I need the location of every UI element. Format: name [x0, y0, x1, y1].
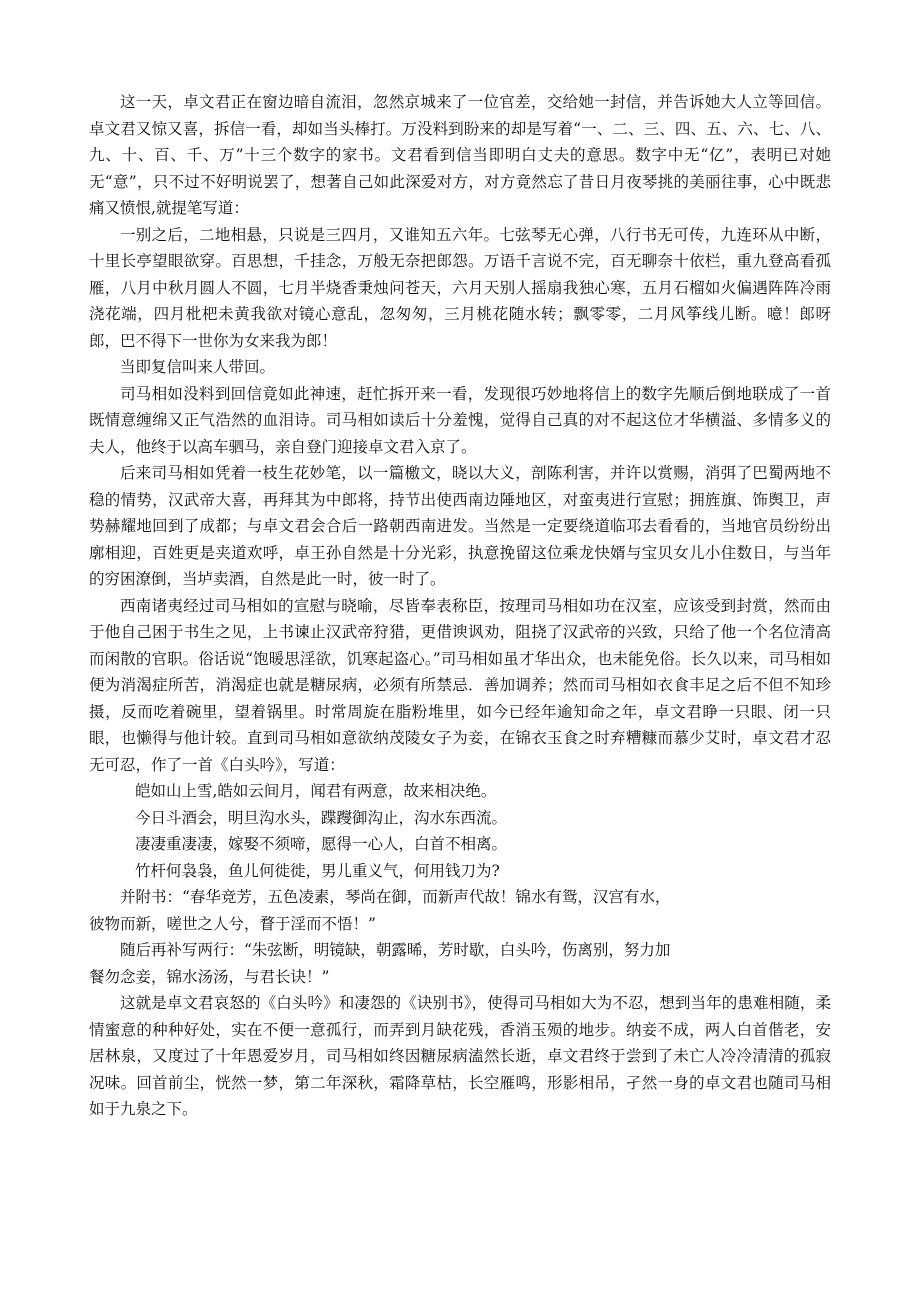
paragraph-letter-arrival: 这一天，卓文君正在窗边暗自流泪，忽然京城来了一位官差，交给她一封信，并告诉她大人立等回信。卓文君又惊又喜，拆信一看，却如当头棒打。万没料到盼来的却是写着“一、二、三、四、五、六、七、八、九、十、百、千、万”十三个数字的家书。文君看到信当即明白丈夫的意思。数字中无“亿”，表明已对她无“意”，只不过不好明说罢了，想著自己如此深爱对方，对方竟然忘了昔日月夜琴挑的美丽往事，心中既悲痛又愤恨,就提笔写道： [89, 93, 831, 217]
poem-line: 今日斗酒会，明旦沟水头，蹀躞御沟止，沟水东西流。 [135, 808, 508, 827]
baitouyin-poem [89, 778, 831, 884]
paragraph-reply-sent: 当即复信叫来人带回。 [120, 358, 276, 376]
document-page [89, 89, 831, 1123]
supplement-line-2: 餐勿念妾，锦水汤汤，与君长诀！” [89, 967, 330, 986]
appendix-line-1: 并附书：“春华竞芳，五色凌素，琴尚在御，而新声代故！锦水有鸳，汉宫有水， [120, 888, 671, 906]
poem-line: 凄凄重凄凄，嫁娶不须啼，愿得一心人，白首不相离。 [135, 835, 508, 853]
supplement-line-1: 随后再补写两行：“朱弦断，明镜缺，朝露晞，芳时歇，白头吟，伤离别，努力加 [120, 941, 671, 959]
paragraph-number-poem: 一别之后，二地相悬，只说是三四月，又谁知五六年。七弦琴无心弹，八行书无可传，九连环从中断，十里长亭望眼欲穿。百思想，千挂念，万般无奈把郎怨。万语千言说不完，百无聊奈十依栏，重九登高看孤雁，八月中秋月圆人不圆，七月半烧香秉烛问苍天，六月天别人摇扇我独心寒，五月石榴如火偏遇阵阵冷雨浇花端，四月枇杷未黄我欲对镜心意乱，忽匆匆，三月桃花随水转；飘零零，二月风筝线儿断。噫！郎呀郎，巴不得下一世你为女来我为郎！ [89, 225, 831, 350]
poem-line: 竹杆何袅袅，鱼儿何徙徙，男儿重义气，何用钱刀为? [135, 861, 500, 880]
paragraph-sima-reaction: 司马相如没料到回信竟如此神速，赶忙拆开来一看，发现很巧妙地将信上的数字先顺后倒地联成了一首既情意缠绵又正气浩然的血泪诗。司马相如读后十分羞愧，觉得自己真的对不起这位才华横溢、多情多义的夫人，他终于以高车驷马，亲自登门迎接卓文君入京了。 [89, 384, 831, 456]
poem-line: 皑如山上雪,皓如云间月，闻君有两意，故来相决绝。 [135, 782, 497, 800]
paragraph-baitouyin-intro: 西南诸夷经过司马相如的宣慰与晓喻，尽皆奉表称臣，按理司马相如功在汉室，应该受到封赏，然而由于他自己困于书生之见，上书谏止汉武帝狩猎，更借谀讽劝，阻挠了汉武帝的兴致，只给了他一个名位清高而闲散的官职。俗话说“饱暖思淫欲，饥寒起盗心。”司马相如虽才华出众，也未能免俗。长久以来，司马相如便为消渴症所苦，消渴症也就是糖尿病，必须有所禁忌．善加调养；然而司马相如衣食丰足之后不但不知珍摄，反而吃着碗里，望着锅里。时常周旋在脂粉堆里，如今已经年逾知命之年，卓文君睁一只眼、闭一只眼，也懒得与他计较。直到司马相如意欲纳茂陵女子为妾，在锦衣玉食之时弃糟糠而慕少艾时，卓文君才忍无可忍，作了一首《白头吟》，写道： [89, 596, 831, 774]
paragraph-closing: 这就是卓文君哀怒的《白头吟》和凄怨的《诀别书》，使得司马相如大为不忍，想到当年的患难相随，柔情蜜意的种种好处，实在不便一意孤行，而弄到月缺花残，香消玉殒的地步。纳妾不成，两人白首偕老，安居林泉，又度过了十年恩爱岁月，司马相如终因糖尿病溘然长逝，卓文君终于尝到了未亡人冷冷清清的孤寂况味。回首前尘，恍然一梦，第二年深秋，霜降草枯，长空雁鸣，形影相吊，孑然一身的卓文君也随司马相如于九泉之下。 [89, 994, 831, 1118]
paragraph-southwest-mission: 后来司马相如凭着一枝生花妙笔，以一篇檄文，晓以大义，剖陈利害，并许以赏赐，消弭了巴蜀两地不稳的情势，汉武帝大喜，再拜其为中郎将，持节出使西南边陲地区，对蛮夷进行宣慰；拥旌旗、饰舆卫，声势赫耀地回到了成都；与卓文君会合后一路朝西南进发。当然是一定要绕道临邛去看看的，当地官员纷纷出廓相迎，百姓更是夹道欢呼，卓王孙自然是十分光彩，执意挽留这位乘龙快婿与宝贝女儿小住数日，与当年的穷困潦倒，当垆卖酒，自然是此一时，彼一时了。 [89, 464, 831, 588]
appendix-line-2: 彼物而新，嗟世之人兮，瞀于淫而不悟！” [89, 914, 376, 933]
